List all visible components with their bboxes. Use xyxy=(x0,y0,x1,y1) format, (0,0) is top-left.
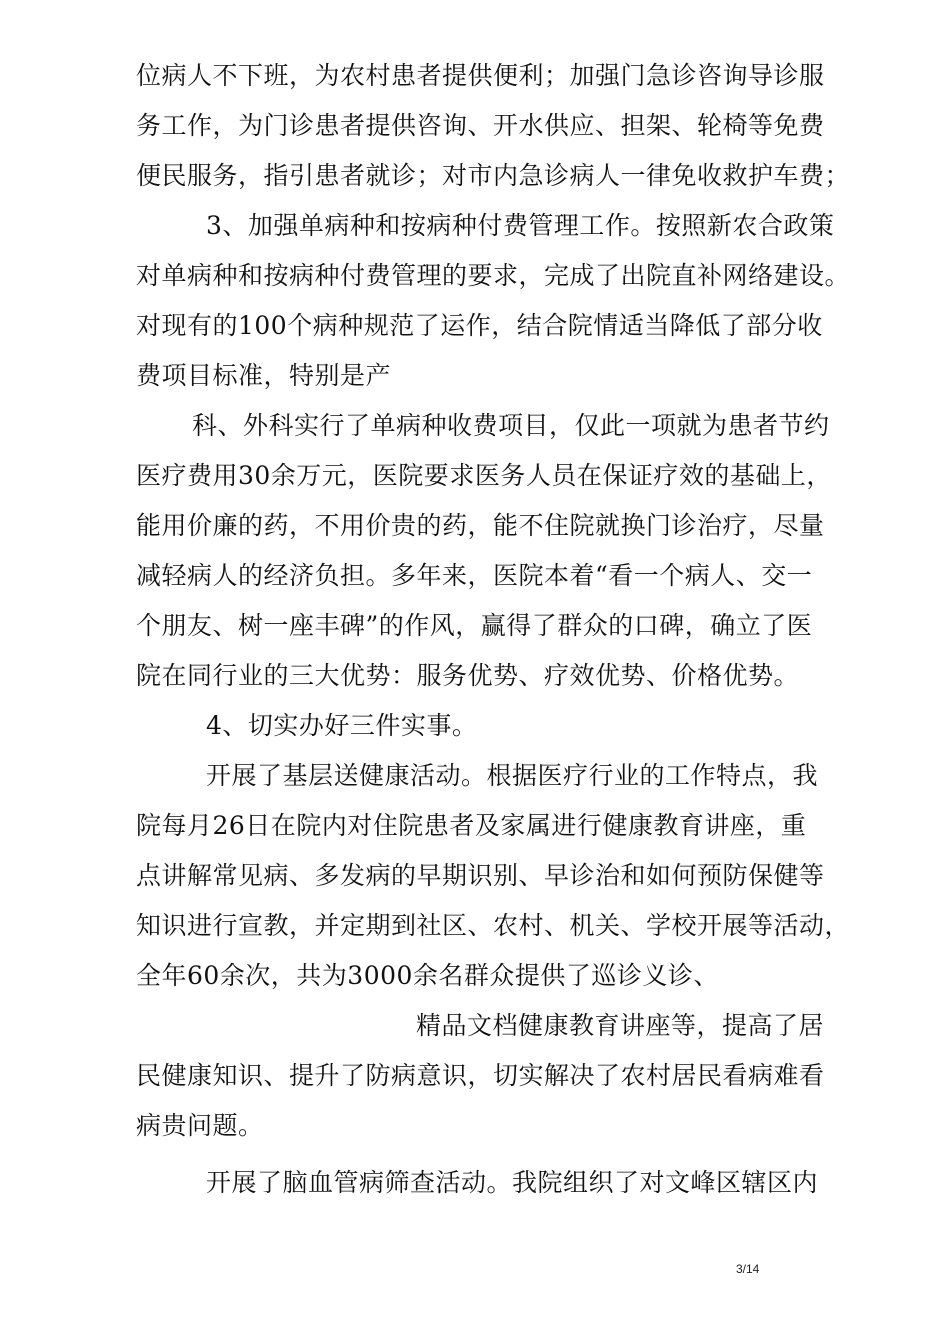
page-number: 3/14 xyxy=(736,1262,760,1276)
text-line: 开展了脑血管病筛查活动。我院组织了对文峰区辖区内 xyxy=(206,1168,819,1197)
text-line: 个朋友、树一座丰碑”的作风，赢得了群众的口碑，确立了医 xyxy=(136,611,813,640)
text-line: 医疗费用30余万元，医院要求医务人员在保证疗效的基础上， xyxy=(136,461,832,490)
text-line: 点讲解常见病、多发病的早期识别、早诊治和如何预防保健等 xyxy=(136,861,825,890)
text-line: 费项目标准，特别是产 xyxy=(136,361,392,390)
text-line: 对现有的100个病种规范了运作，结合院情适当降低了部分收 xyxy=(136,311,823,340)
text-line: 病贵问题。 xyxy=(136,1111,264,1140)
text-line: 民健康知识、提升了防病意识，切实解决了农村居民看病难看 xyxy=(136,1061,825,1090)
text-line: 全年60余次，共为3000余名群众提供了巡诊义诊、 xyxy=(136,961,719,990)
text-line: 院在同行业的三大优势：服务优势、疗效优势、价格优势。 xyxy=(136,661,800,690)
text-line: 对单病种和按病种付费管理的要求，完成了出院直补网络建设。 xyxy=(136,261,851,290)
text-line: 位病人不下班，为农村患者提供便利；加强门急诊咨询导诊服 xyxy=(136,61,825,90)
text-line: 科、外科实行了单病种收费项目，仅此一项就为患者节约 xyxy=(192,411,830,440)
text-line: 3、加强单病种和按病种付费管理工作。按照新农合政策 xyxy=(206,211,835,240)
text-line: 知识进行宣教，并定期到社区、农村、机关、学校开展等活动， xyxy=(136,911,851,940)
text-line: 4、切实办好三件实事。 xyxy=(206,711,478,740)
text-line: 开展了基层送健康活动。根据医疗行业的工作特点，我 xyxy=(206,761,819,790)
text-line: 便民服务，指引患者就诊；对市内急诊病人一律免收救护车费； xyxy=(136,161,851,190)
text-line: 减轻病人的经济负担。多年来，医院本着“看一个病人、交一 xyxy=(136,561,813,590)
text-line: 院每月26日在院内对住院患者及家属进行健康教育讲座，重 xyxy=(136,811,807,840)
text-line: 精品文档健康教育讲座等，提高了居 xyxy=(416,1011,825,1040)
text-line: 务工作，为门诊患者提供咨询、开水供应、担架、轮椅等免费 xyxy=(136,111,825,140)
text-line: 能用价廉的药，不用价贵的药，能不住院就换门诊治疗，尽量 xyxy=(136,511,825,540)
